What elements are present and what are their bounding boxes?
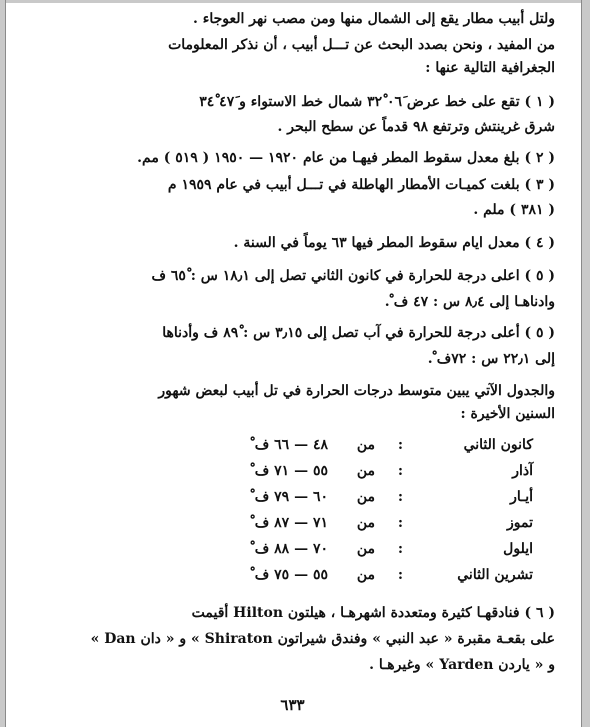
table-cell-range: ٧١ — ٨٧ ف ْ [250,515,328,531]
table-cell-month: تشرين الثاني [457,567,533,583]
window-frame-top [0,0,590,3]
table-cell-range: ٧٠ — ٨٨ ف ْ [250,541,328,557]
table-row [173,512,533,536]
table-cell-range: ٤٨ — ٦٦ ف ْ [250,437,328,453]
text-line: ( ٤ ) معدل ايام سقوط المطر فيها ٦٣ يوماً في السنة . [233,235,555,251]
text-line: ( ٣٨١ ) ملم . [473,202,555,218]
table-cell-from: من [356,567,375,583]
text-line: ولتل أبيب مطار يقع إلى الشمال منها ومن مصب نهر العوجاء . [192,11,555,27]
text-line: من المفيد ، ونحن بصدد البحث عن تـــل أبيب ، أن نذكر المعلومات [168,37,555,53]
text-line: الجغرافية التالية عنها : [425,60,555,76]
table-cell-colon: : [397,463,403,479]
table-row [173,538,533,562]
scrollbar-track[interactable] [581,0,590,727]
table-cell-month: أيـار [510,489,533,505]
table-cell-colon: : [397,567,403,583]
text-line: ( ٥ ) اعلى درجة للحرارة في كانون الثاني تصل إلى ١٨٫١ س : ٦٥ْ ف [151,268,555,284]
text-line: السنين الأخيرة : [460,406,555,422]
text-line: إلى ٢٢٫١ س : ٧٢ف ْ. [427,351,555,367]
window-frame-left [0,0,6,727]
table-cell-range: ٥٥ — ٧٥ ف ْ [250,567,328,583]
text-line: ( ٥ ) أعلى درجة للحرارة في آب تصل إلى ٣٫١٥ س : ٨٩ْ ف وأدناها [162,325,555,341]
table-cell-colon: : [397,489,403,505]
table-cell-month: تموز [507,515,533,531]
table-row [173,434,533,458]
table-cell-range: ٥٥ — ٧١ ف ْ [250,463,328,479]
table-cell-month: كانون الثاني [463,437,533,453]
table-cell-range: ٦٠ — ٧٩ ف ْ [250,489,328,505]
table-row [173,486,533,510]
page-number: ٦٣٣ [280,696,305,714]
text-line: ( ١ ) تقع على خط عرض ٠٦َ ٣٢ْ شمال خط الاستواء و ٤٧َ ٣٤ْ [199,94,555,110]
text-line: ( ٦ ) فنادقهـا كثيرة ومتعددة اشهرهـا ، هيلتون Hilton أقيمت [191,605,555,621]
document-page [30,4,555,724]
text-line: على بقعـة مقبرة « عبد النبي » وفندق شيراتون Shiraton » و « دان Dan » [90,631,555,647]
table-cell-from: من [356,463,375,479]
table-cell-colon: : [397,541,403,557]
text-line: ( ٣ ) بلغت كميـات الأمطار الهاطلة في تـــل أبيب في عام ١٩٥٩ م [167,177,555,193]
text-line: شرق غرينتش وترتفع ٩٨ قدماً عن سطح البحر . [277,119,555,135]
text-line: و « ياردن Yarden » وغيرهـا . [369,657,555,673]
table-row [173,564,533,588]
table-cell-from: من [356,515,375,531]
text-line: ( ٢ ) بلغ معدل سقوط المطر فيهـا من عام ١٩٢٠ — ١٩٥٠ ( ٥١٩ ) مم. [137,150,555,166]
table-row [173,460,533,484]
table-cell-from: من [356,541,375,557]
table-cell-from: من [356,489,375,505]
text-line: والجدول الآتي يبين متوسط درجات الحرارة في تل أبيب لبعض شهور [158,383,555,399]
text-line: وادناهـا إلى ٨٫٤ س : ٤٧ ف ْ. [384,294,555,310]
table-cell-month: آذار [512,463,533,479]
table-cell-colon: : [397,515,403,531]
table-cell-from: من [356,437,375,453]
table-cell-month: ايلول [503,541,533,557]
table-cell-colon: : [397,437,403,453]
